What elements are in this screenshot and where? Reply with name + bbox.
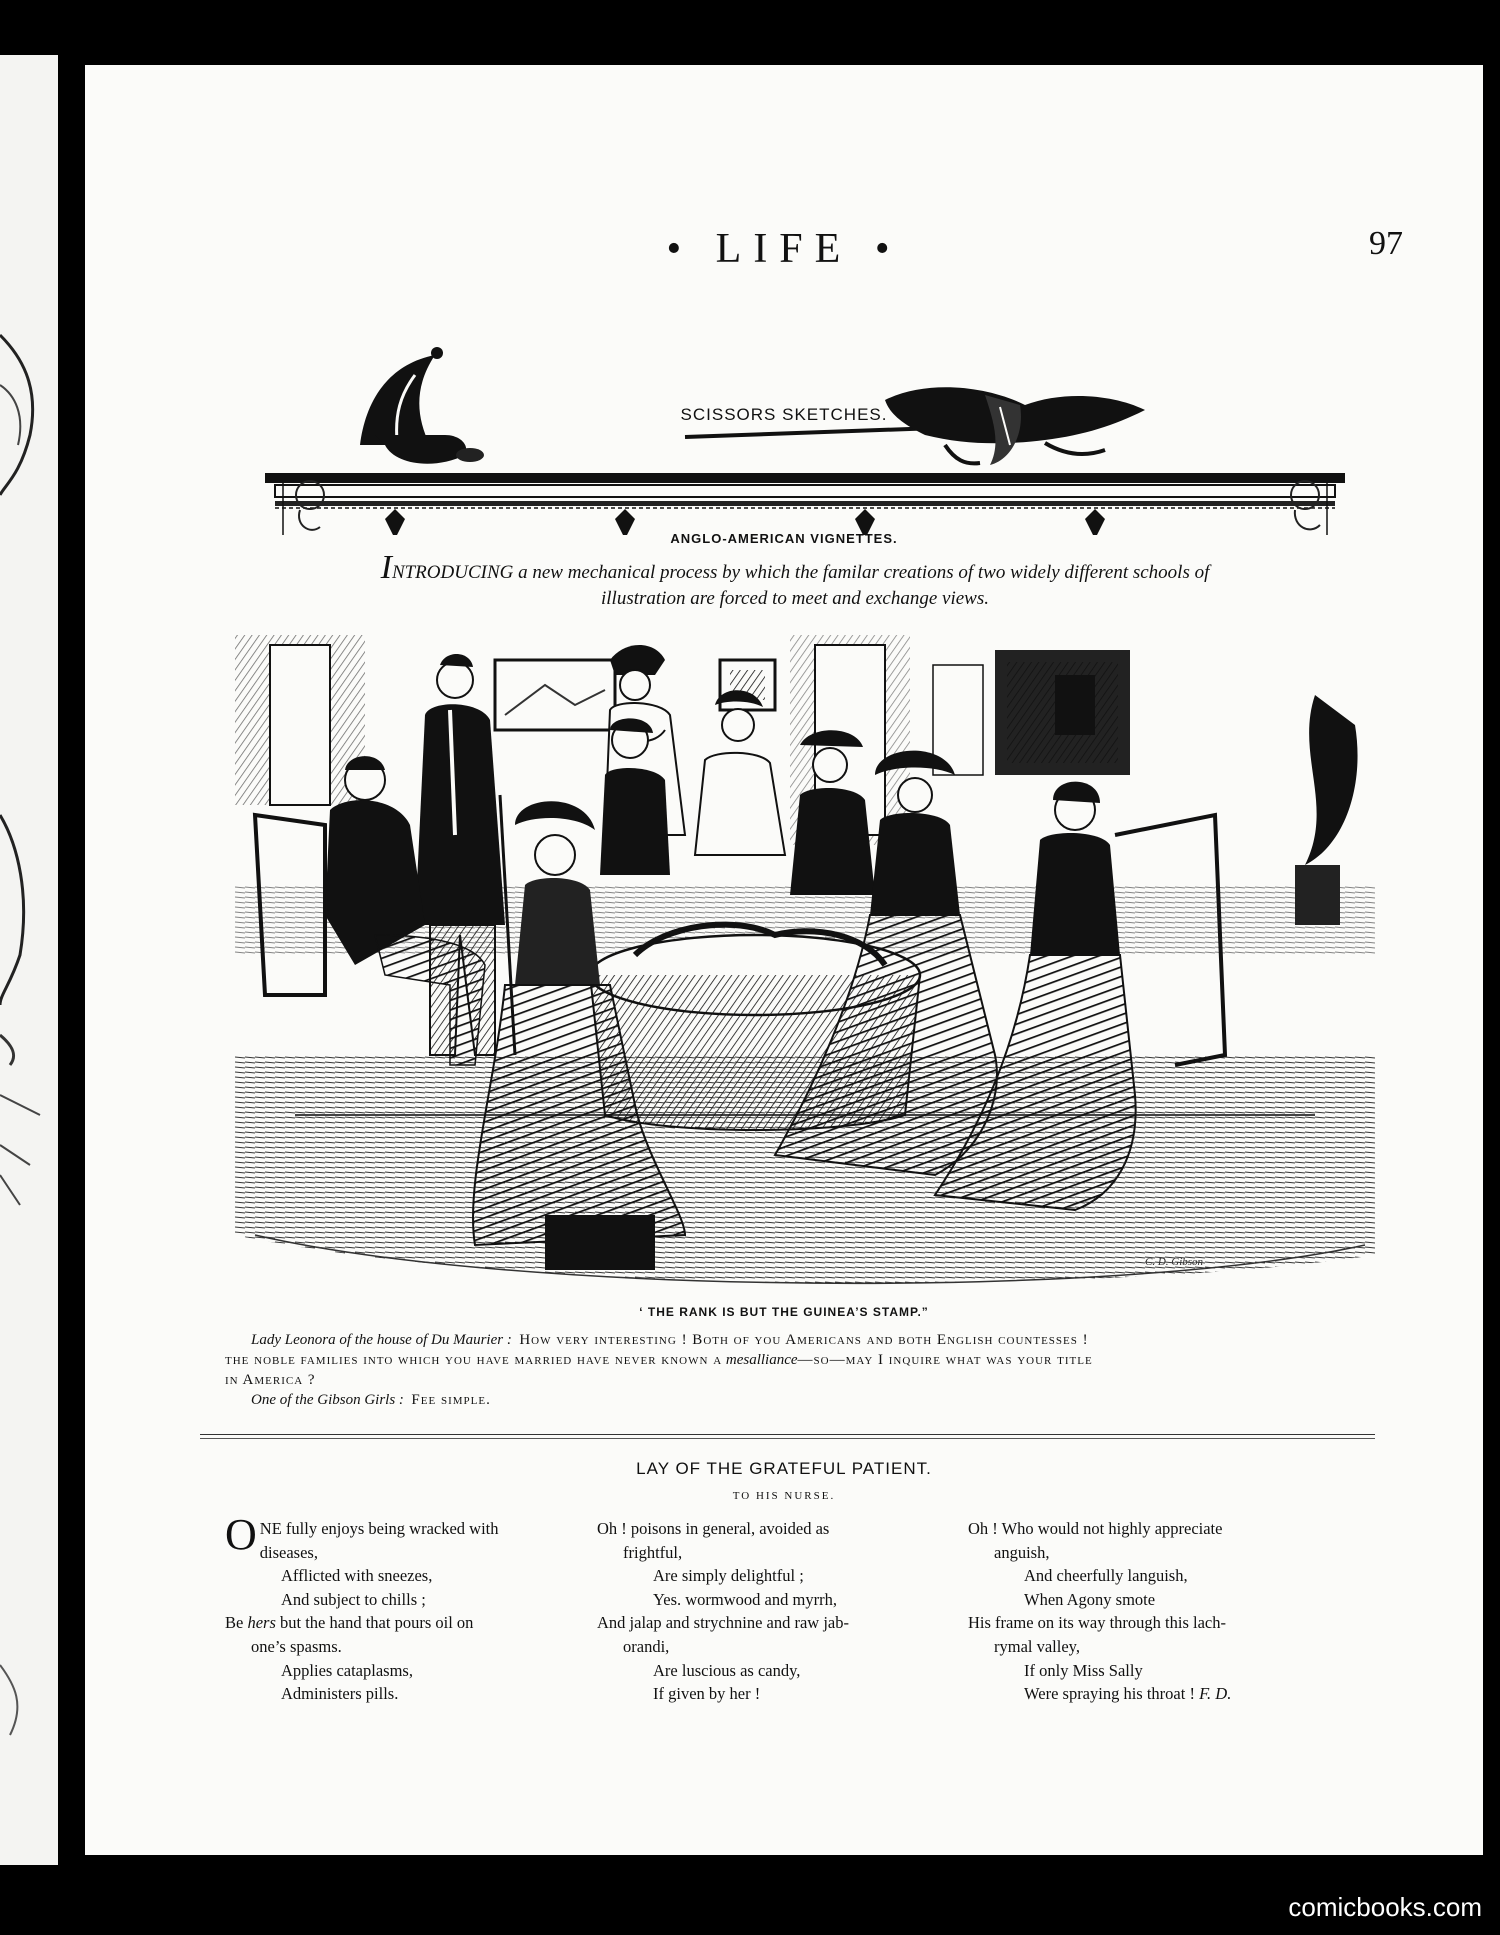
masthead: • LIFE • [666, 226, 902, 272]
poem-line: one’s spasms. [251, 1636, 342, 1656]
poem-column-2 [597, 1517, 957, 1706]
magazine-page [85, 65, 1483, 1855]
poem-italic-fragment: hers [247, 1613, 276, 1633]
poem-line: If given by her ! [653, 1684, 761, 1704]
poem-column-1 [225, 1510, 585, 1706]
poem-signature: F. D. [1199, 1684, 1232, 1704]
speaker-lady-leonora: Lady Leonora of the house of Du Maurier : [251, 1332, 512, 1348]
poem-line: And cheerfully languish, [1024, 1566, 1188, 1586]
poem-line: rymal valley, [994, 1636, 1080, 1656]
cartoon-signature: C. D. Gibson [1145, 1256, 1204, 1268]
poem-line: Applies cataplasms, [281, 1660, 413, 1680]
knight-with-lance [685, 387, 1145, 465]
poem-line: And jalap and strychnine and raw jab- [597, 1613, 849, 1633]
poem-line: Were spraying his throat ! [1024, 1684, 1195, 1704]
poem-line: NE fully enjoys being wracked with [259, 1519, 499, 1538]
cartoon-dialog [225, 1330, 1365, 1410]
dialog-line-1: How very interesting ! Both of you Americans and both English countesses ! [519, 1332, 1089, 1348]
intro-line-2: illustration are forced to meet and exchange views. [600, 588, 989, 609]
poem-line: orandi, [623, 1636, 670, 1656]
poem-line: His frame on its way through this lach- [968, 1613, 1226, 1633]
poem-subtitle: TO HIS NURSE. [732, 1490, 836, 1502]
poem-line: diseases, [259, 1542, 318, 1562]
poem-column-3 [968, 1517, 1328, 1706]
section-divider-thin [200, 1438, 1375, 1439]
dialog-line-2a: the noble families into which you have married have never known a [225, 1352, 723, 1368]
poem-line: If only Miss Sally [1024, 1660, 1143, 1680]
poem-line: Are simply delightful ; [653, 1566, 804, 1586]
speaker-gibson-girl: One of the Gibson Girls : [251, 1392, 404, 1408]
poem-drop-cap: O [225, 1510, 257, 1559]
poem-line: frightful, [623, 1542, 683, 1562]
poem-line: And subject to chills ; [281, 1589, 426, 1609]
site-watermark: comicbooks.com [1288, 1892, 1482, 1922]
intro-paragraph [225, 549, 1365, 612]
intro-drop-cap: I [380, 549, 392, 586]
dialog-line-2-italic: mesalliance [725, 1352, 798, 1368]
shelf-ornament [265, 473, 1345, 535]
poem-line: Are luscious as candy, [653, 1660, 801, 1680]
cartoon-caption: ‘ THE RANK IS BUT THE GUINEA’S STAMP.” [639, 1305, 929, 1319]
drawing-room-illustration [215, 635, 1395, 1310]
poem-line: Oh ! poisons in general, avoided as [597, 1519, 830, 1538]
dialog-reply: Fee simple. [411, 1392, 491, 1408]
poem-line: Oh ! Who would not highly appreciate [968, 1519, 1223, 1538]
poem-line: anguish, [994, 1542, 1050, 1562]
section-divider [200, 1434, 1375, 1435]
dialog-line-3: in America ? [225, 1372, 316, 1388]
poem-fragment: Be [225, 1613, 248, 1633]
poem-fragment: but the hand that pours oil on [275, 1613, 474, 1633]
intro-line-1: NTRODUCING a new mechanical process by which the familar creations of two widely different schools of [391, 562, 1210, 583]
poem-line-with-italic [225, 1611, 585, 1635]
vignette-title: ANGLO-AMERICAN VIGNETTES. [670, 531, 898, 546]
page-number: 97 [1369, 225, 1403, 262]
poem-line: Yes. wormwood and myrrh, [653, 1589, 837, 1609]
poem-title: LAY OF THE GRATEFUL PATIENT. [636, 1459, 932, 1478]
poem-line: When Agony smote [1024, 1589, 1156, 1609]
poem-line: Administers pills. [281, 1684, 399, 1704]
poem-line: Afflicted with sneezes, [281, 1566, 433, 1586]
facing-page-edge [0, 55, 58, 1865]
section-title: SCISSORS SKETCHES. [680, 405, 888, 424]
dialog-line-2b: —so—may I inquire what was your title [797, 1352, 1093, 1368]
